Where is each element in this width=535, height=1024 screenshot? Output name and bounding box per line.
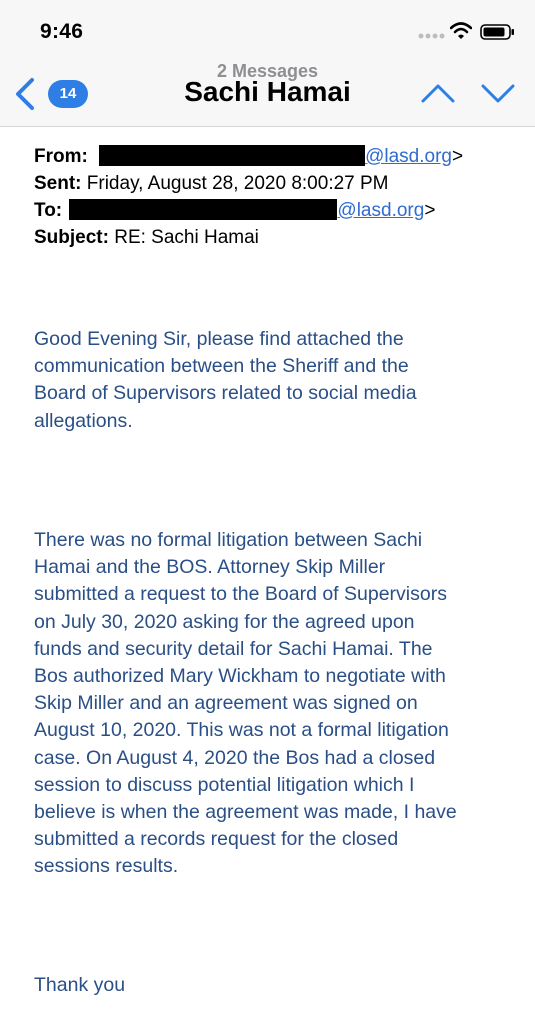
from-label: From:: [34, 146, 88, 167]
body-line: on July 30, 2020 asking for the agreed upon: [34, 610, 415, 633]
body-line: sessions results.: [34, 855, 179, 878]
to-label: To:: [34, 200, 63, 221]
redaction-bar: [69, 199, 337, 220]
previous-message-icon[interactable]: [420, 78, 456, 108]
body-paragraph-1: [34, 326, 514, 435]
body-line: allegations.: [34, 409, 133, 432]
body-paragraph-2: [34, 527, 514, 881]
nav-bar: [0, 58, 535, 127]
body-line: case. On August 4, 2020 the Bos had a closed: [34, 746, 436, 769]
next-message-icon[interactable]: [480, 78, 516, 108]
subject-value: RE: Sachi Hamai: [108, 227, 259, 248]
cellular-signal-icon: [418, 33, 446, 39]
body-line: funds and security detail for Sachi Hamai. The: [34, 637, 433, 660]
from-email-link[interactable]: @lasd.org: [365, 146, 452, 167]
body-line: submitted a request to the Board of Supervisors: [34, 583, 447, 606]
subject-label: Subject:: [34, 227, 109, 248]
body-line: August 10, 2020. This was not a formal litigation: [34, 719, 449, 742]
sent-label: Sent:: [34, 173, 82, 194]
body-line: believe is when the agreement was made, I have: [34, 801, 457, 824]
closing-line: [34, 972, 514, 999]
body-line: Board of Supervisors related to social media: [34, 382, 417, 405]
message-count: 2 Messages: [216, 61, 319, 81]
body-line: communication between the Sheriff and the: [34, 355, 409, 378]
body-line: submitted a records request for the closed: [34, 828, 399, 851]
subject-row: [34, 224, 504, 251]
body-line: session to discuss potential litigation which I: [34, 773, 415, 796]
body-line: Hamai and the BOS. Attorney Skip Miller: [34, 556, 386, 579]
mailbox-count-badge[interactable]: 14: [48, 80, 88, 108]
battery-icon: [480, 24, 516, 40]
body-line: Good Evening Sir, please find attached the: [34, 328, 404, 350]
status-time: 9:46: [40, 20, 84, 43]
closing-text: Thank you: [34, 974, 126, 996]
redaction-bar: [99, 145, 365, 166]
sent-row: [34, 170, 504, 197]
wifi-icon: [450, 22, 472, 40]
to-email-link[interactable]: @lasd.org: [337, 200, 425, 221]
body-line: Bos authorized Mary Wickham to negotiate with: [34, 665, 446, 688]
body-line: There was no formal litigation between Sachi: [34, 529, 423, 551]
email-header: [34, 143, 504, 251]
to-row: [34, 197, 504, 224]
body-line: Skip Miller and an agreement was signed on: [34, 692, 418, 715]
from-suffix: >: [452, 146, 464, 167]
to-suffix: >: [424, 200, 436, 221]
sent-value: Friday, August 28, 2020 8:00:27 PM: [81, 173, 389, 194]
thread-title: Sachi Hamai: [184, 76, 351, 107]
from-row: [34, 143, 504, 170]
status-bar: [0, 0, 535, 58]
